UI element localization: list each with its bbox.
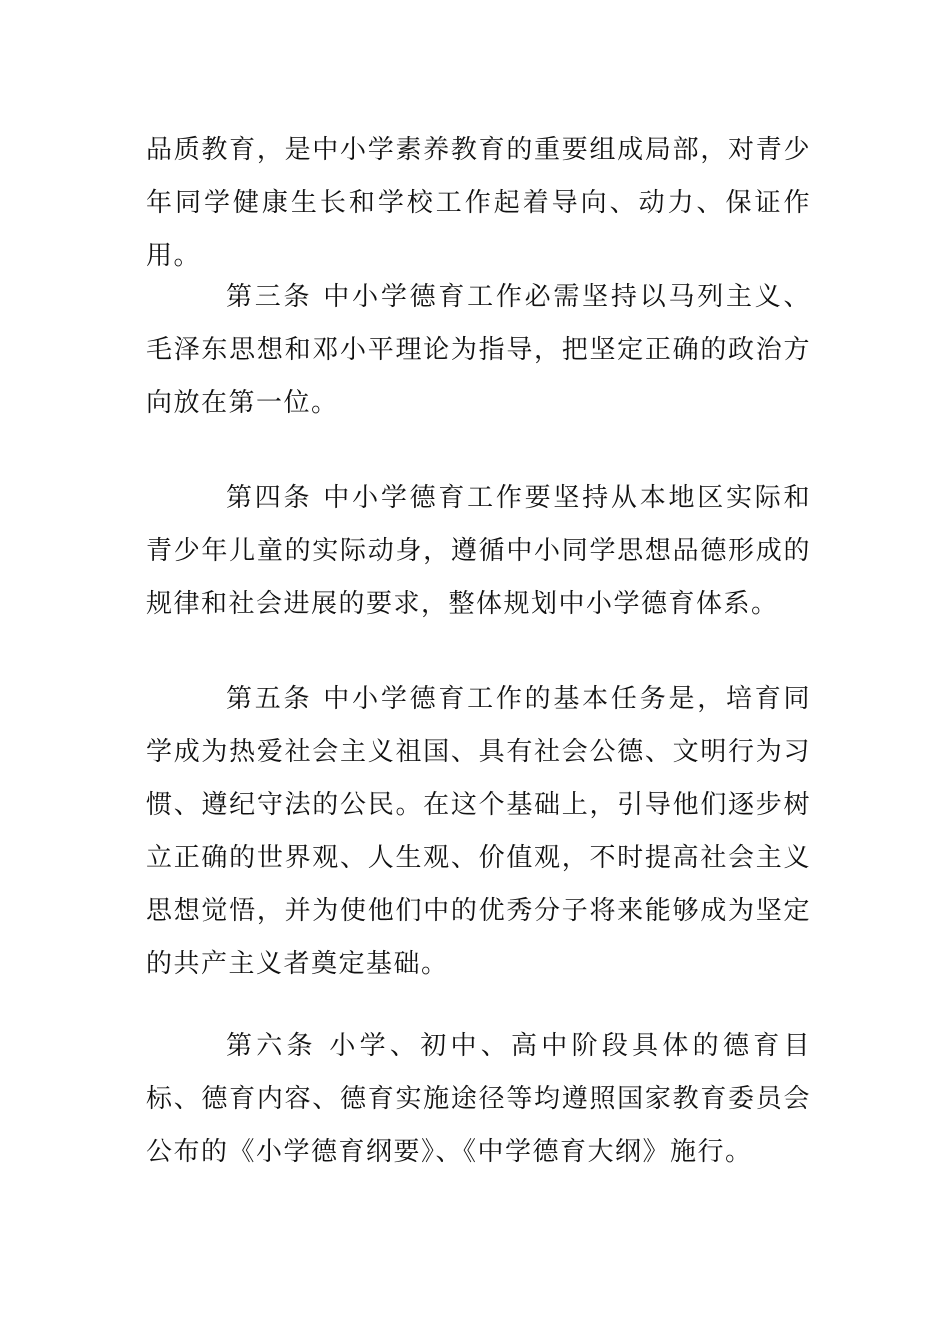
paragraph-continuation: 品质教育，是中小学素养教育的重要组成局部，对青少年同学健康生长和学校工作起着导向、动力、保证作用。 [146,135,811,271]
article-3-paragraph: 第三条 中小学德育工作必需坚持以马列主义、毛泽东思想和邓小平理论为指导，把坚定正确的政治方向放在第一位。 [146,282,811,418]
article-5-paragraph: 第五条 中小学德育工作的基本任务是，培育同学成为热爱社会主义祖国、具有社会公德、文明行为习惯、遵纪守法的公民。在这个基础上，引导他们逐步树立正确的世界观、人生观、价值观，不时提高社会主义思想觉悟，并为使他们中的优秀分子将来能够成为坚定的共产主义者奠定基础。 [146,684,811,979]
article-4-paragraph: 第四条 中小学德育工作要坚持从本地区实际和青少年儿童的实际动身，遵循中小同学思想品德形成的规律和社会进展的要求，整体规划中小学德育体系。 [146,483,811,619]
article-6-paragraph: 第六条 小学、初中、高中阶段具体的德育目标、德育内容、德育实施途径等均遵照国家教育委员会公布的《小学德育纲要》、《中学德育大纲》施行。 [146,1031,811,1167]
